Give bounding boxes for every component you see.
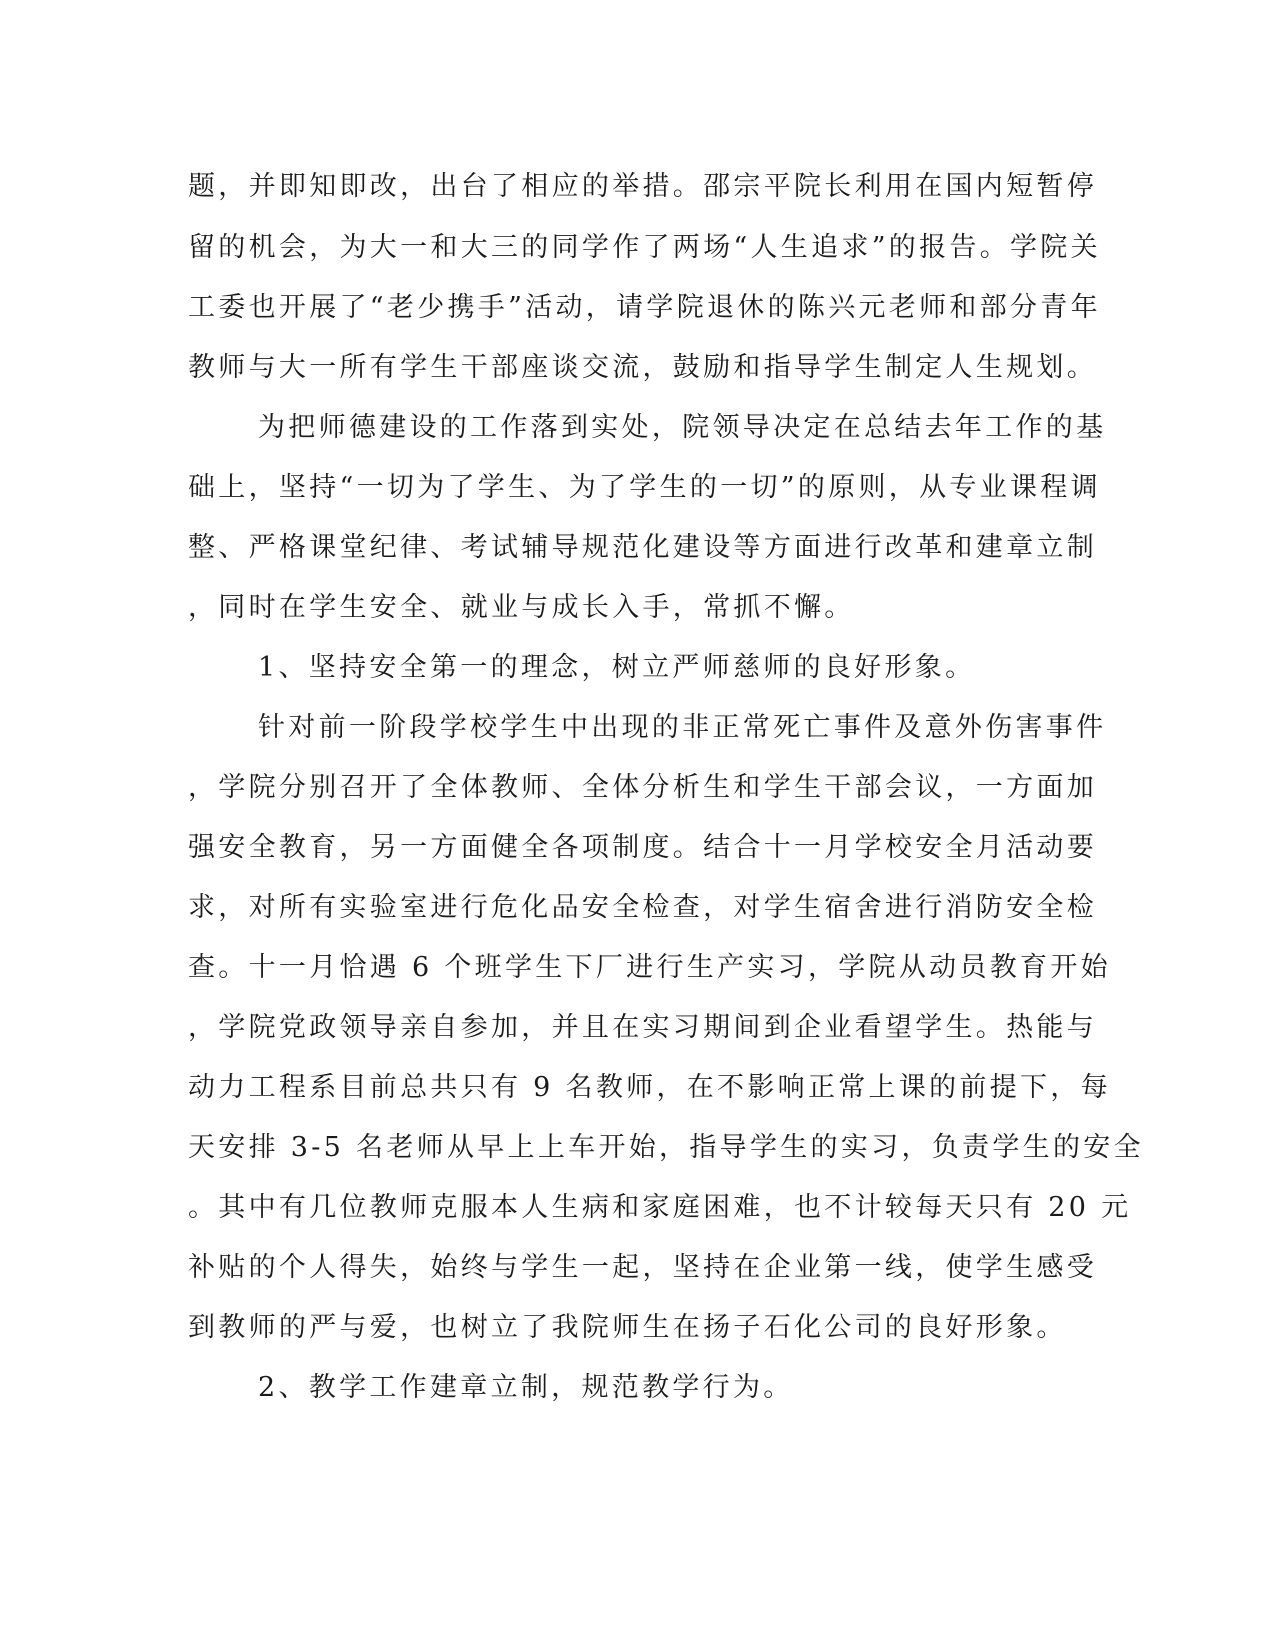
text-line: ，学院党政领导亲自参加，并且在实习期间到企业看望学生。热能与 xyxy=(188,1012,1097,1043)
text-line: ，学院分别召开了全体教师、全体分析生和学生干部会议，一方面加 xyxy=(188,772,1097,803)
text-line: 求，对所有实验室进行危化品安全检查，对学生宿舍进行消防安全检 xyxy=(188,892,1097,923)
section-heading: 2、教学工作建章立制，规范教学行为。 xyxy=(258,1372,794,1403)
text-line: 天安排 3-5 名老师从早上上车开始，指导学生的实习，负责学生的安全 xyxy=(188,1132,1144,1163)
text-line: 查。十一月恰遇 6 个班学生下厂进行生产实习，学院从动员教育开始 xyxy=(188,952,1111,983)
text-line: 留的机会，为大一和大三的同学作了两场“人生追求”的报告。学院关 xyxy=(188,232,1101,263)
text-line: 题，并即知即改，出台了相应的举措。邵宗平院长利用在国内短暂停 xyxy=(188,171,1097,202)
text-line: 。其中有几位教师克服本人生病和家庭困难，也不计较每天只有 20 元 xyxy=(188,1192,1132,1223)
text-line: 补贴的个人得失，始终与学生一起，坚持在企业第一线，使学生感受 xyxy=(188,1252,1097,1283)
paragraph-first-line: 针对前一阶段学校学生中出现的非正常死亡事件及意外伤害事件 xyxy=(258,712,1107,743)
text-line: 整、严格课堂纪律、考试辅导规范化建设等方面进行改革和建章立制 xyxy=(188,532,1097,563)
text-line: 强安全教育，另一方面健全各项制度。结合十一月学校安全月活动要 xyxy=(188,832,1097,863)
text-line: 工委也开展了“老少携手”活动，请学院退休的陈兴元老师和部分青年 xyxy=(188,292,1101,323)
paragraph-first-line: 为把师德建设的工作落到实处，院领导决定在总结去年工作的基 xyxy=(258,412,1107,443)
text-line: ，同时在学生安全、就业与成长入手，常抓不懈。 xyxy=(188,592,855,623)
text-line: 教师与大一所有学生干部座谈交流，鼓励和指导学生制定人生规划。 xyxy=(188,352,1097,383)
text-line: 础上，坚持“一切为了学生、为了学生的一切”的原则，从专业课程调 xyxy=(188,472,1101,503)
text-line: 到教师的严与爱，也树立了我院师生在扬子石化公司的良好形象。 xyxy=(188,1312,1067,1343)
section-heading: 1、坚持安全第一的理念，树立严师慈师的良好形象。 xyxy=(258,652,976,683)
text-line: 动力工程系目前总共只有 9 名教师，在不影响正常上课的前提下，每 xyxy=(188,1072,1111,1103)
